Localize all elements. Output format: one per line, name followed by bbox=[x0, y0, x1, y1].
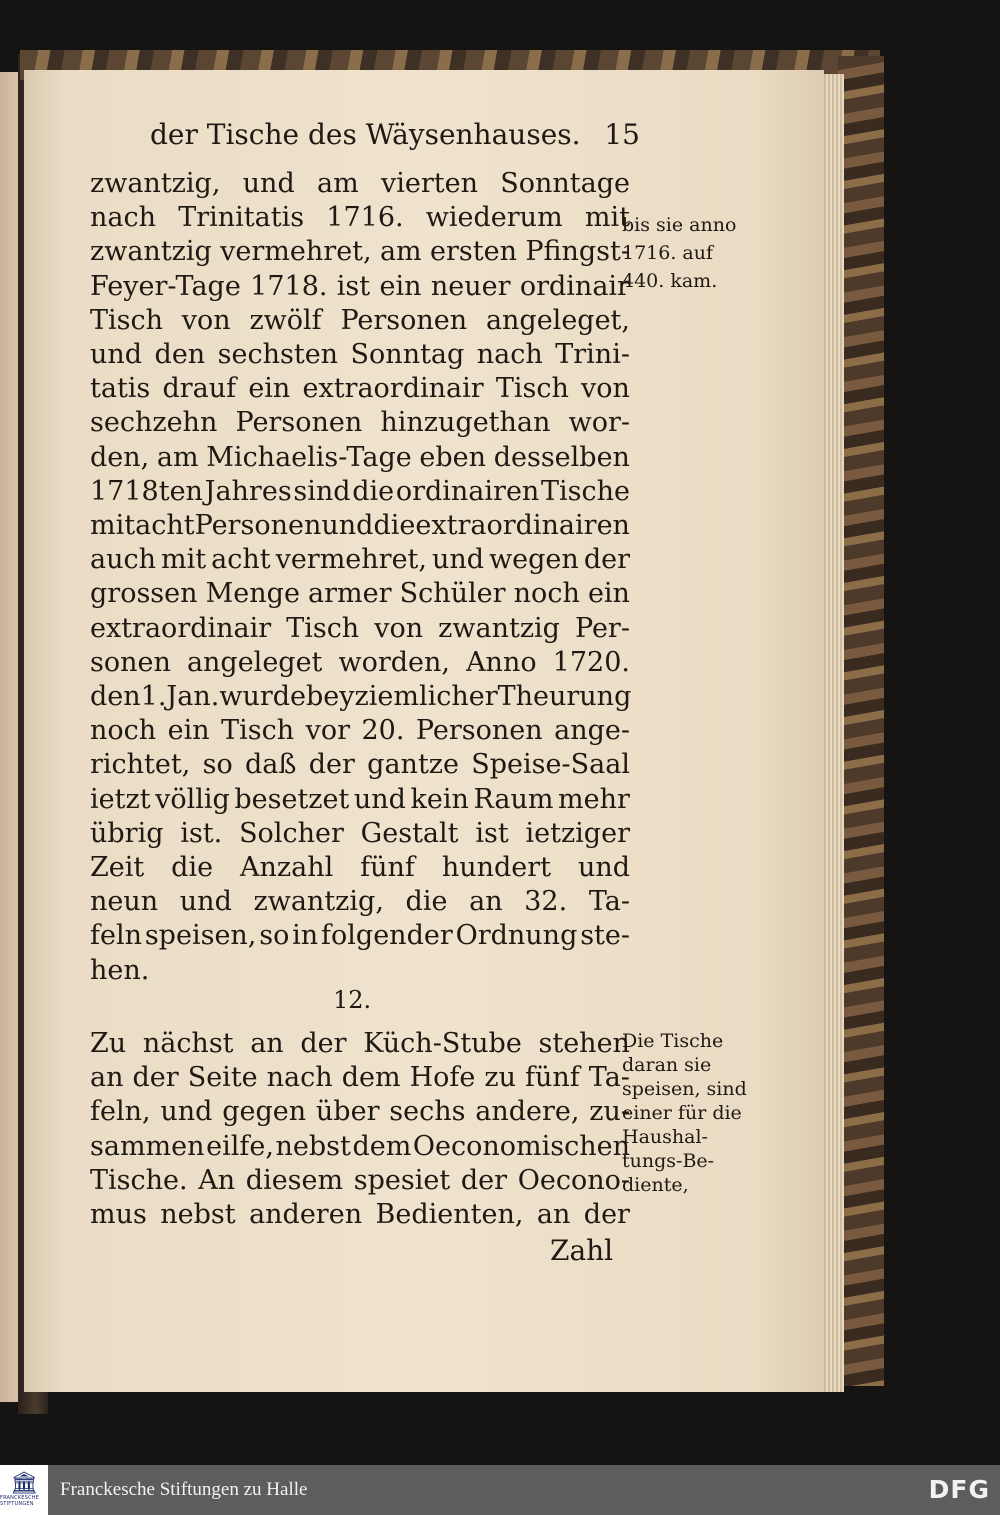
word: acht bbox=[135, 510, 195, 541]
word: die bbox=[352, 475, 395, 507]
word: Michaelis-Tage bbox=[206, 441, 412, 473]
word: 1720. bbox=[552, 646, 630, 678]
word: ordinairen bbox=[395, 475, 540, 507]
word: Tisch bbox=[90, 304, 164, 336]
word: neun bbox=[90, 886, 159, 918]
margin-note-line: tungs-Be- bbox=[622, 1150, 715, 1172]
word: stehen bbox=[538, 1028, 630, 1059]
word: der bbox=[583, 1199, 630, 1230]
word: hundert bbox=[441, 852, 552, 883]
word: von bbox=[581, 373, 630, 405]
word: dem bbox=[352, 1130, 412, 1162]
word: hinzugethan bbox=[380, 407, 551, 439]
word: vor bbox=[305, 715, 351, 747]
word: Ordnung bbox=[455, 920, 578, 952]
word: Anzahl bbox=[239, 852, 334, 883]
word: ersten bbox=[430, 236, 517, 268]
text-line bbox=[90, 646, 630, 680]
text-line bbox=[90, 954, 630, 988]
word: noch bbox=[513, 578, 580, 610]
word: zu- bbox=[589, 1096, 630, 1128]
word: und bbox=[242, 168, 295, 199]
word: Zu bbox=[90, 1028, 127, 1059]
word: andere, bbox=[475, 1096, 580, 1128]
text-line bbox=[90, 1164, 630, 1198]
word: Raum bbox=[473, 783, 554, 815]
word: an bbox=[90, 1062, 124, 1094]
page-number: 15 bbox=[604, 118, 640, 151]
word: Speise-Saal bbox=[471, 749, 630, 781]
word: und bbox=[577, 852, 630, 883]
word: der bbox=[300, 1028, 347, 1059]
margin-note-line: Die Tische bbox=[622, 1030, 724, 1052]
word: Gestalt bbox=[360, 817, 459, 849]
section-number: 12. bbox=[333, 986, 372, 1014]
margin-note-line: einer für die bbox=[622, 1102, 742, 1124]
word: 1. bbox=[140, 681, 167, 712]
word: eilfe, bbox=[206, 1130, 274, 1162]
word: wurde bbox=[219, 681, 306, 712]
dfg-logo[interactable]: DFG bbox=[928, 1475, 990, 1504]
word: Per- bbox=[574, 612, 630, 644]
text-line bbox=[90, 235, 630, 269]
word: Küch-Stube bbox=[363, 1028, 522, 1059]
word: Ta- bbox=[588, 886, 630, 918]
word: vermehret, bbox=[220, 236, 372, 268]
word: die bbox=[171, 852, 214, 883]
text-line bbox=[90, 817, 630, 851]
word: armer bbox=[308, 578, 392, 610]
word: Tisch bbox=[221, 715, 295, 747]
word: mit bbox=[90, 510, 136, 541]
word: fünf bbox=[360, 852, 415, 883]
word: eben bbox=[419, 441, 487, 473]
word: am bbox=[156, 441, 199, 473]
word: Trini- bbox=[555, 339, 630, 370]
word: mehr bbox=[558, 783, 630, 815]
word: diesem bbox=[245, 1164, 344, 1196]
word: Ta- bbox=[588, 1062, 630, 1094]
text-line bbox=[90, 201, 630, 235]
word: zwantzig bbox=[90, 236, 212, 268]
word: ein bbox=[379, 270, 422, 302]
word: ietzt bbox=[90, 783, 151, 815]
word: vierten bbox=[380, 168, 478, 199]
word: Sonntage bbox=[500, 168, 630, 199]
word: speisen, bbox=[144, 920, 257, 952]
margin-note-line: 440. kam. bbox=[622, 270, 718, 292]
margin-note-line: diente, bbox=[622, 1174, 689, 1196]
running-head: der Tische des Wäysenhauses. bbox=[150, 118, 581, 151]
word: Tisch bbox=[286, 612, 360, 644]
word: Seite bbox=[187, 1062, 258, 1094]
word: Bedienten, bbox=[375, 1199, 524, 1230]
text-line bbox=[90, 441, 630, 475]
word: die bbox=[405, 886, 448, 918]
word: so bbox=[259, 920, 290, 952]
margin-note-line: daran sie bbox=[622, 1054, 712, 1076]
word: den bbox=[90, 681, 141, 712]
word: extraordinairen bbox=[415, 510, 630, 541]
word: Hofe bbox=[409, 1062, 476, 1094]
word: am bbox=[379, 236, 422, 268]
word: den bbox=[154, 339, 206, 370]
book-cover-right bbox=[838, 56, 884, 1386]
text-line bbox=[90, 783, 630, 817]
word: extraordinair bbox=[90, 612, 272, 644]
word: und bbox=[353, 783, 406, 815]
word: Feyer-Tage bbox=[90, 270, 241, 302]
text-line bbox=[90, 338, 630, 372]
word: grossen bbox=[90, 578, 198, 610]
word: sechs bbox=[389, 1096, 466, 1128]
institution-name[interactable]: Franckesche Stiftungen zu Halle bbox=[60, 1479, 308, 1500]
word: nach bbox=[476, 339, 543, 370]
text-line bbox=[90, 304, 630, 338]
word: ist. bbox=[180, 817, 223, 849]
word: kein bbox=[410, 783, 469, 815]
word: Theurung bbox=[497, 681, 632, 712]
word: am bbox=[317, 168, 359, 199]
word: Personen bbox=[194, 510, 322, 541]
word: ietziger bbox=[525, 817, 630, 849]
word: Oecono- bbox=[517, 1164, 630, 1196]
text-line bbox=[90, 167, 630, 201]
text-line bbox=[90, 714, 630, 748]
word: daß bbox=[245, 749, 297, 781]
word: sammen bbox=[90, 1130, 205, 1162]
word: so bbox=[202, 749, 233, 781]
word: ein bbox=[587, 578, 630, 610]
word: Solcher bbox=[239, 817, 344, 849]
text-line bbox=[90, 406, 630, 440]
word: nach bbox=[90, 202, 156, 234]
word: nebst bbox=[275, 1130, 351, 1162]
word: der bbox=[460, 1164, 508, 1196]
word: extraordinair bbox=[302, 373, 484, 405]
word: desselben bbox=[493, 441, 630, 473]
word: Sonntag bbox=[350, 339, 465, 370]
word: ein bbox=[167, 715, 210, 747]
word: neuer bbox=[430, 270, 511, 302]
text-line bbox=[90, 680, 630, 714]
word: der bbox=[132, 1062, 179, 1094]
word: von bbox=[181, 304, 231, 336]
text-line bbox=[90, 919, 630, 953]
word: und bbox=[179, 886, 232, 918]
word: ordinair bbox=[519, 270, 630, 302]
word: Personen bbox=[340, 304, 468, 336]
word: auch bbox=[90, 544, 156, 576]
word: dem bbox=[341, 1062, 401, 1094]
word: und bbox=[90, 339, 143, 370]
word: in bbox=[292, 920, 319, 952]
word: Tisch bbox=[495, 373, 569, 405]
word: ste- bbox=[580, 920, 630, 952]
text-line bbox=[90, 851, 630, 885]
word: 20. bbox=[361, 715, 405, 747]
margin-note-line: bis sie anno bbox=[622, 214, 737, 236]
word: acht bbox=[211, 544, 271, 576]
text-line bbox=[90, 885, 630, 919]
word: Personen bbox=[235, 407, 363, 439]
word: Personen bbox=[415, 715, 543, 747]
text-line bbox=[90, 748, 630, 782]
word: vermehret, bbox=[275, 544, 427, 576]
word: und bbox=[432, 544, 485, 576]
word: gantze bbox=[367, 749, 459, 781]
word: 1716. bbox=[326, 202, 404, 234]
text-line bbox=[90, 475, 630, 509]
word: an bbox=[250, 1028, 284, 1059]
logo-caption: FRANCKESCHE STIFTUNGEN bbox=[0, 1495, 40, 1507]
word: an bbox=[469, 886, 503, 918]
word: Anno bbox=[466, 646, 537, 678]
word: und bbox=[160, 1096, 213, 1128]
text-line bbox=[90, 509, 630, 543]
footer-bar bbox=[0, 1465, 1000, 1515]
word: wiederum bbox=[425, 202, 563, 234]
word: An bbox=[198, 1164, 236, 1196]
text-line bbox=[90, 1095, 630, 1129]
text-line bbox=[90, 270, 630, 304]
text-line bbox=[90, 1027, 630, 1061]
word: hen. bbox=[90, 954, 150, 986]
word: über bbox=[315, 1096, 380, 1128]
text-line bbox=[90, 543, 630, 577]
word: Zeit bbox=[90, 852, 145, 883]
word: richtet, bbox=[90, 749, 191, 781]
word: angeleget bbox=[186, 646, 323, 678]
word: von bbox=[374, 612, 424, 644]
word: ziemlicher bbox=[354, 681, 498, 712]
word: zwölf bbox=[249, 304, 322, 336]
text-line bbox=[90, 612, 630, 646]
word: drauf bbox=[162, 373, 237, 405]
text-line bbox=[90, 1061, 630, 1095]
word: nebst bbox=[160, 1199, 236, 1230]
page-header bbox=[150, 118, 640, 154]
word: Jan. bbox=[166, 681, 220, 712]
word: mit bbox=[161, 544, 207, 576]
word: den, bbox=[90, 441, 150, 473]
word: nach bbox=[266, 1062, 333, 1094]
word: gegen bbox=[222, 1096, 307, 1128]
word: nächst bbox=[142, 1028, 234, 1059]
word: der bbox=[583, 544, 630, 576]
word: Jahres bbox=[204, 475, 292, 507]
word: ein bbox=[248, 373, 291, 405]
word: sechsten bbox=[217, 339, 339, 370]
margin-note-line: speisen, sind bbox=[622, 1078, 747, 1100]
word: tatis bbox=[90, 373, 151, 405]
word: folgender bbox=[321, 920, 453, 952]
word: feln, bbox=[90, 1096, 151, 1128]
word: sonen bbox=[90, 646, 171, 678]
word: ist bbox=[475, 817, 509, 849]
word: sechzehn bbox=[90, 407, 218, 439]
word: Tische bbox=[541, 475, 630, 507]
word: besetzet bbox=[234, 783, 350, 815]
word: völlig bbox=[155, 783, 230, 815]
word: mit bbox=[584, 202, 630, 234]
word: anderen bbox=[249, 1199, 363, 1230]
word: zwantzig, bbox=[253, 886, 384, 918]
word: übrig bbox=[90, 817, 164, 849]
institution-logo[interactable] bbox=[0, 1465, 48, 1515]
catch-word: Zahl bbox=[550, 1234, 614, 1267]
word: Tische. bbox=[90, 1164, 188, 1196]
text-line bbox=[90, 577, 630, 611]
word: 32. bbox=[524, 886, 568, 918]
word: und bbox=[321, 510, 374, 541]
word: sind bbox=[293, 475, 351, 507]
word: bey bbox=[306, 681, 355, 712]
word: Trinitatis bbox=[178, 202, 305, 234]
word: an bbox=[536, 1199, 571, 1230]
building-icon: 🏛 bbox=[10, 1471, 38, 1496]
word: noch bbox=[90, 715, 157, 747]
word: mus bbox=[90, 1199, 147, 1230]
word: wor- bbox=[568, 407, 630, 439]
word: 1718. bbox=[250, 270, 328, 302]
word: ist bbox=[336, 270, 371, 302]
word: zu bbox=[484, 1062, 516, 1094]
word: Pfingst- bbox=[525, 236, 630, 268]
word: worden, bbox=[338, 646, 450, 678]
word: 1718ten bbox=[90, 475, 203, 507]
text-line bbox=[90, 372, 630, 406]
word: Schüler bbox=[399, 578, 506, 610]
word: fünf bbox=[525, 1062, 580, 1094]
word: der bbox=[308, 749, 355, 781]
word: angeleget, bbox=[485, 304, 630, 336]
word: zwantzig, bbox=[90, 168, 221, 199]
word: Menge bbox=[205, 578, 300, 610]
word: wegen bbox=[489, 544, 579, 576]
word: zwantzig bbox=[438, 612, 560, 644]
word: Oeconomischen bbox=[412, 1130, 630, 1162]
word: feln bbox=[90, 920, 142, 952]
word: die bbox=[373, 510, 416, 541]
margin-note-line: Haushal- bbox=[622, 1126, 708, 1148]
margin-note-line: 1716. auf bbox=[622, 242, 714, 264]
word: spesiet bbox=[353, 1164, 451, 1196]
word: ange- bbox=[554, 715, 630, 747]
text-line bbox=[90, 1198, 630, 1232]
text-line bbox=[90, 1130, 630, 1164]
